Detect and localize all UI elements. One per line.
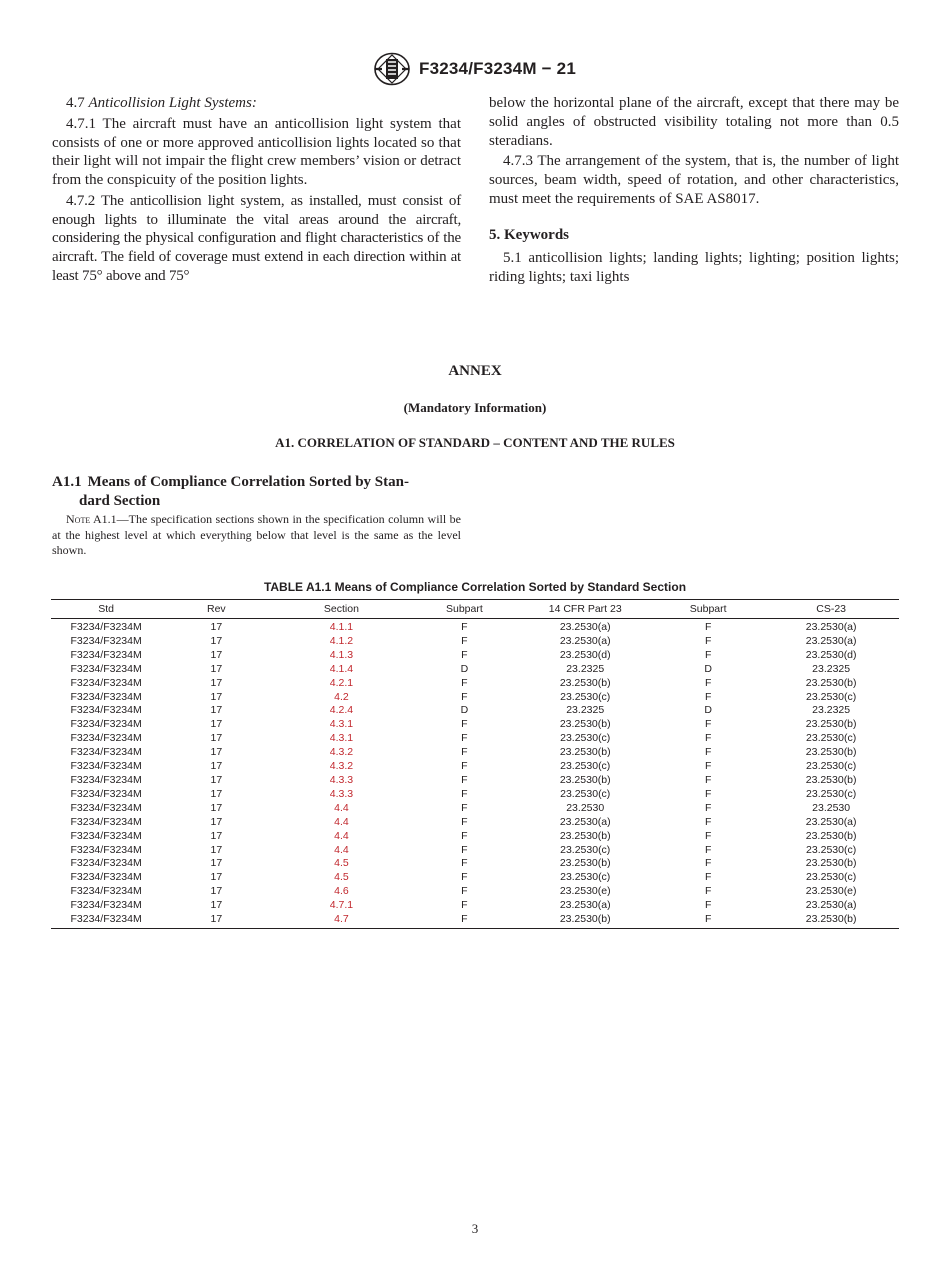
cell-cs23: 23.2530(e): [805, 885, 857, 898]
cell-cfr: 23.2530(c): [560, 760, 611, 773]
cell-section[interactable]: 4.4: [334, 843, 349, 856]
annex-title: ANNEX: [448, 363, 502, 379]
cell-section[interactable]: 4.4: [334, 829, 349, 842]
table-row: [51, 718, 899, 732]
cell-section[interactable]: 4.1.1: [329, 621, 354, 633]
cell-section[interactable]: 4.2.1: [329, 676, 354, 689]
table-row: [51, 816, 899, 830]
section-title-line-1: Means of Compliance Correlation Sorted by Stan-: [87, 474, 409, 490]
cell-cfr: 23.2530(b): [517, 913, 653, 928]
cell-cs23: 23.2530(c): [806, 760, 857, 773]
column-header-rev: Rev: [161, 600, 271, 619]
cell-section[interactable]: 4.3.3: [329, 787, 354, 800]
cell-rev: 17: [210, 621, 223, 633]
cell-std: F3234/F3234M: [70, 621, 142, 633]
cell-rev: 17: [210, 718, 223, 731]
paragraph-5-1: 5.1 anticollision lights; landing lights; lighting; position lights; riding lights; taxi lights: [489, 250, 899, 285]
cell-std: F3234/F3234M: [70, 662, 142, 675]
cell-cs23: 23.2530(c): [806, 690, 857, 703]
note-text: A1.1—The specification sections shown in the specification column will be at the highest level at which everything below that level is the same as the level shown.: [52, 512, 461, 557]
cell-subpart-2: F: [704, 829, 712, 842]
table-row: [51, 663, 899, 677]
cell-std: F3234/F3234M: [70, 787, 142, 800]
cell-rev: 17: [210, 732, 223, 745]
cell-rev: 17: [161, 913, 271, 928]
cell-subpart-2: F: [704, 801, 712, 814]
cell-std: F3234/F3234M: [70, 648, 142, 661]
cell-cfr: 23.2530(b): [559, 829, 611, 842]
cell-cs23: 23.2530(c): [806, 843, 857, 856]
cell-cs23: 23.2325: [812, 662, 851, 675]
cell-std: F3234/F3234M: [70, 899, 142, 912]
cell-section[interactable]: 4.1.3: [329, 648, 354, 661]
cell-cs23: 23.2530(a): [805, 634, 857, 647]
cell-subpart-2: F: [704, 718, 712, 731]
cell-subpart-2: F: [704, 815, 712, 828]
cell-rev: 17: [210, 843, 223, 856]
cell-section[interactable]: 4.2.4: [329, 704, 354, 717]
cell-cs23: 23.2530(b): [763, 913, 899, 928]
cell-section[interactable]: 4.6: [334, 885, 349, 898]
cell-subpart-2: F: [704, 857, 712, 870]
table-row: [51, 899, 899, 913]
cell-subpart-2: F: [704, 899, 712, 912]
cell-cfr: 23.2530(c): [560, 843, 611, 856]
cell-subpart-2: F: [704, 787, 712, 800]
cell-subpart: F: [461, 801, 468, 814]
cell-std: F3234/F3234M: [70, 746, 142, 759]
cell-section[interactable]: 4.3.1: [329, 718, 354, 731]
cell-cfr: 23.2530(b): [559, 857, 611, 870]
cell-subpart-2: F: [704, 648, 712, 661]
annex-subtitle: (Mandatory Information): [403, 400, 547, 415]
cell-cfr: 23.2530(c): [560, 871, 611, 884]
table-row: [51, 857, 899, 871]
cell-subpart: F: [461, 829, 468, 842]
cell-subpart-2: D: [704, 704, 712, 717]
cell-std: F3234/F3234M: [70, 829, 142, 842]
cell-cs23: 23.2530(a): [805, 899, 857, 912]
cell-cs23: 23.2530(b): [805, 676, 857, 689]
cell-cfr: 23.2530(d): [559, 648, 611, 661]
cell-subpart: F: [461, 718, 468, 731]
table-row: [51, 788, 899, 802]
cell-std: F3234/F3234M: [70, 871, 142, 884]
cell-subpart: F: [461, 899, 468, 912]
cell-section[interactable]: 4.5: [334, 871, 349, 884]
cell-subpart: F: [411, 913, 517, 928]
cell-section[interactable]: 4.4: [334, 801, 349, 814]
cell-cfr: 23.2530(a): [559, 634, 611, 647]
note-label: Note: [66, 512, 91, 526]
cell-subpart-2: F: [704, 690, 712, 703]
cell-std: F3234/F3234M: [70, 704, 142, 717]
cell-std: F3234/F3234M: [70, 718, 142, 731]
table-row: [51, 635, 899, 649]
cell-rev: 17: [210, 662, 223, 675]
annex-section-title: A1. CORRELATION OF STANDARD – CONTENT AND THE RULES: [275, 435, 675, 450]
cell-subpart-2: F: [704, 843, 712, 856]
cell-rev: 17: [210, 885, 223, 898]
cell-subpart: F: [461, 676, 468, 689]
cell-rev: 17: [210, 787, 223, 800]
cell-std: F3234/F3234M: [70, 885, 142, 898]
table-caption: TABLE A1.1 Means of Compliance Correlation Sorted by Standard Section: [263, 580, 687, 594]
cell-subpart: D: [460, 662, 469, 675]
section-a1-1-heading: [52, 473, 461, 511]
column-header-subpart: Subpart: [411, 600, 517, 619]
column-header-cs23: CS-23: [763, 600, 899, 619]
section-number: 4.7: [66, 95, 85, 111]
section-5-heading: 5. Keywords: [489, 226, 569, 243]
cell-subpart-2: F: [704, 746, 712, 759]
cell-rev: 17: [210, 648, 223, 661]
cell-subpart-2: F: [704, 773, 712, 786]
paragraph-4-7-3: 4.7.3 The arrangement of the system, that is, the number of light sources, beam width, speed of rotation, and other characteristics, must meet the requirements of SAE AS8017.: [489, 153, 899, 207]
cell-cs23: 23.2530(a): [805, 621, 857, 633]
cell-cfr: 23.2530: [566, 801, 605, 814]
cell-cfr: 23.2530(a): [559, 899, 611, 912]
cell-section[interactable]: 4.7: [271, 913, 411, 928]
table-header-row: [51, 600, 899, 619]
table-row: [51, 871, 899, 885]
cell-cs23: 23.2530(b): [805, 746, 857, 759]
cell-cfr: 23.2325: [566, 662, 605, 675]
cell-std: F3234/F3234M: [70, 676, 142, 689]
cell-cfr: 23.2530(a): [559, 621, 611, 633]
cell-cs23: 23.2530(c): [806, 787, 857, 800]
table-body: [51, 619, 899, 929]
cell-subpart: F: [461, 815, 468, 828]
cell-section[interactable]: 4.1.2: [329, 634, 354, 647]
cell-section[interactable]: 4.3.1: [329, 732, 354, 745]
cell-subpart: F: [461, 773, 468, 786]
paragraph-4-7-2-continued: below the horizontal plane of the aircraft, except that there may be solid angles of obstructed visibility totaling not more than 0.5 steradians.: [489, 95, 899, 149]
cell-std: F3234/F3234M: [70, 634, 142, 647]
cell-subpart-2: F: [704, 634, 712, 647]
cell-subpart-2: F: [704, 732, 712, 745]
cell-section[interactable]: 4.5: [334, 857, 349, 870]
cell-cs23: 23.2530(b): [805, 773, 857, 786]
document-id: F3234/F3234M − 21: [419, 59, 576, 78]
cell-section[interactable]: 4.2: [334, 690, 349, 703]
table-row: [51, 774, 899, 788]
cell-rev: 17: [210, 871, 223, 884]
cell-cfr: 23.2530(b): [559, 718, 611, 731]
cell-section[interactable]: 4.1.4: [329, 662, 354, 675]
cell-subpart: F: [461, 885, 468, 898]
cell-subpart: F: [461, 871, 468, 884]
cell-std: F3234/F3234M: [70, 843, 142, 856]
table-row: [51, 691, 899, 705]
column-header-std: Std: [51, 600, 161, 619]
cell-std: F3234/F3234M: [70, 732, 142, 745]
cell-cs23: 23.2530(b): [805, 829, 857, 842]
cell-rev: 17: [210, 773, 223, 786]
cell-rev: 17: [210, 801, 223, 814]
cell-section[interactable]: 4.3.3: [329, 773, 354, 786]
column-header-subpart-2: Subpart: [653, 600, 763, 619]
compliance-table: [51, 599, 899, 929]
cell-cfr: 23.2530(e): [559, 885, 611, 898]
cell-subpart: F: [461, 843, 468, 856]
cell-subpart: F: [461, 648, 468, 661]
cell-cs23: 23.2325: [812, 704, 851, 717]
cell-cfr: 23.2530(b): [559, 746, 611, 759]
cell-cfr: 23.2530(c): [560, 732, 611, 745]
paragraph-4-7-1: 4.7.1 The aircraft must have an anticollision light system that consists of one or more approved anticollision lights located so that their light will not impair the flight crew members’ vision or detract from the conspicuity of the position lights.: [52, 115, 461, 188]
cell-section[interactable]: 4.7.1: [329, 899, 354, 912]
table-row: [51, 732, 899, 746]
section-4-7-heading: [52, 94, 461, 113]
cell-subpart: F: [461, 857, 468, 870]
cell-section[interactable]: 4.3.2: [329, 746, 354, 759]
table-row: [51, 746, 899, 760]
cell-rev: 17: [210, 676, 223, 689]
cell-subpart-2: D: [704, 662, 712, 675]
table-row: [51, 885, 899, 899]
cell-rev: 17: [210, 815, 223, 828]
table-row: [51, 760, 899, 774]
cell-cfr: 23.2530(c): [560, 690, 611, 703]
cell-cs23: 23.2530(c): [806, 871, 857, 884]
cell-rev: 17: [210, 760, 223, 773]
section-title: Anticollision Light Systems:: [88, 95, 257, 111]
table-row: [51, 677, 899, 691]
cell-rev: 17: [210, 690, 223, 703]
cell-cfr: 23.2530(b): [559, 676, 611, 689]
cell-subpart: F: [461, 690, 468, 703]
left-column: [52, 94, 461, 286]
cell-section[interactable]: 4.4: [334, 815, 349, 828]
table-row: [51, 844, 899, 858]
cell-rev: 17: [210, 899, 223, 912]
cell-subpart-2: F: [704, 676, 712, 689]
cell-section[interactable]: 4.3.2: [329, 760, 354, 773]
table-row: [51, 830, 899, 844]
cell-std: F3234/F3234M: [70, 857, 142, 870]
cell-std: F3234/F3234M: [70, 760, 142, 773]
cell-subpart: F: [461, 732, 468, 745]
cell-subpart: D: [460, 704, 469, 717]
table-row: [51, 913, 899, 928]
table-row: [51, 704, 899, 718]
right-column: [489, 94, 899, 287]
cell-rev: 17: [210, 829, 223, 842]
astm-logo-icon: [373, 52, 411, 86]
cell-cfr: 23.2530(b): [559, 773, 611, 786]
cell-cfr: 23.2530(a): [559, 815, 611, 828]
cell-rev: 17: [210, 857, 223, 870]
cell-std: F3234/F3234M: [51, 913, 161, 928]
cell-subpart: F: [461, 760, 468, 773]
cell-subpart: F: [461, 621, 468, 633]
cell-cs23: 23.2530(b): [805, 718, 857, 731]
section-number: A1.1: [52, 474, 82, 490]
cell-subpart: F: [461, 787, 468, 800]
cell-subpart: F: [461, 634, 468, 647]
cell-rev: 17: [210, 746, 223, 759]
cell-cfr: 23.2325: [566, 704, 605, 717]
cell-subpart-2: F: [704, 760, 712, 773]
cell-subpart-2: F: [704, 885, 712, 898]
page-header: [0, 52, 950, 88]
cell-std: F3234/F3234M: [70, 801, 142, 814]
table-row: [51, 649, 899, 663]
cell-rev: 17: [210, 634, 223, 647]
cell-subpart: F: [461, 746, 468, 759]
table-row: [51, 619, 899, 635]
cell-cfr: 23.2530(c): [560, 787, 611, 800]
section-title-line-2: dard Section: [79, 493, 161, 509]
cell-cs23: 23.2530(b): [805, 857, 857, 870]
cell-std: F3234/F3234M: [70, 815, 142, 828]
cell-std: F3234/F3234M: [70, 773, 142, 786]
cell-cs23: 23.2530(a): [805, 815, 857, 828]
column-header-cfr: 14 CFR Part 23: [517, 600, 653, 619]
cell-rev: 17: [210, 704, 223, 717]
cell-cs23: 23.2530(c): [806, 732, 857, 745]
column-header-section: Section: [271, 600, 411, 619]
cell-subpart-2: F: [704, 871, 712, 884]
cell-subpart-2: F: [704, 621, 712, 633]
cell-cs23: 23.2530: [812, 801, 851, 814]
table-row: [51, 802, 899, 816]
note-a1-1: [52, 512, 461, 559]
cell-cs23: 23.2530(d): [805, 648, 857, 661]
page-number: 3: [471, 1221, 479, 1236]
cell-subpart-2: F: [653, 913, 763, 928]
cell-std: F3234/F3234M: [70, 690, 142, 703]
paragraph-4-7-2: 4.7.2 The anticollision light system, as installed, must consist of enough lights to illuminate the vital areas around the aircraft, considering the physical configuration and flight characteristics of the aircraft. The field of coverage must extend in each direction within at least 75° above and 75°: [52, 192, 461, 284]
